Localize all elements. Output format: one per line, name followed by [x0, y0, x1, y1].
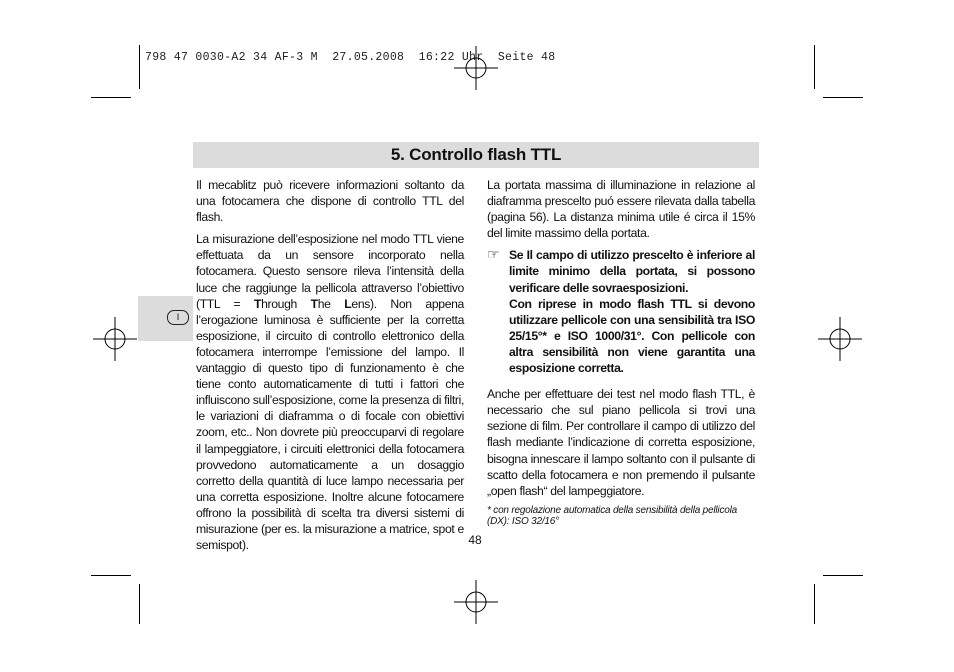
text-span: he [317, 296, 345, 311]
text-span: La misurazione dell’esposizione nel modo TTL viene effettuata da un sensore incorporato nella fotocamera. Questo sensore rileva l’intensità della luce che raggiunge la pellicola attraverso l’obiettivo (TTL = [196, 232, 464, 311]
paragraph: La portata massima di illuminazione in relazione al diaframma prescelto puó essere rilevata dalla tabella (pagina 56). La distanza minima utile é circa il 15% del limite massimo della portata. [487, 178, 755, 241]
registration-mark-icon [93, 317, 137, 361]
note-box [487, 247, 755, 376]
text-span: T [254, 296, 262, 311]
registration-mark-icon [454, 46, 498, 90]
section-title: 5. Controllo flash TTL [390, 145, 562, 164]
page-number: 48 [468, 533, 482, 547]
print-header: 798 47 0030-A2 34 AF-3 M 27.05.2008 16:22 Uhr Seite 48 [145, 51, 556, 64]
language-tab [138, 296, 193, 341]
crop-mark-icon [91, 575, 131, 576]
note-text: Con riprese in modo flash TTL si devono utilizzare pellicole con una sensibilità tra ISO 25/15°* e ISO 1000/31°. Con pellicole con altra sensibilità non viene garantita una esposizione corretta. [509, 296, 755, 376]
paragraph: Anche per effettuare dei test nel modo flash TTL, è necessario che sul piano pellicola si trovi una sezione di film. Per controllare il campo di utilizzo del flash mediante l’indicazione di corretta esposizione, bisogna innescare il lampo soltanto con il pulsante di scatto della fotocamera e non premendo il pulsante „open flash“ del lampeggiatore. [487, 387, 755, 498]
registration-mark-icon [454, 580, 498, 624]
crop-mark-icon [823, 575, 863, 576]
text-span: hrough [261, 296, 311, 311]
note-text: Se Il campo di utilizzo prescelto è inferiore al limite minimo della portata, si possono verificare delle sovraesposizioni. [509, 248, 755, 295]
crop-mark-icon [91, 97, 131, 98]
text-span: T [310, 296, 318, 311]
left-column [196, 177, 464, 559]
crop-mark-icon [814, 45, 815, 89]
paragraph: Il mecablitz può ricevere informazioni soltanto da una fotocamera che dispone di controllo TTL del flash. [196, 178, 464, 225]
pointing-hand-icon: ☞ [487, 246, 500, 263]
right-column [487, 177, 755, 527]
crop-mark-icon [823, 97, 863, 98]
footnote: * con regolazione automatica della sensibilità della pellicola (DX): ISO 32/16° [487, 504, 737, 527]
language-badge: I [167, 310, 189, 325]
registration-mark-icon [818, 317, 862, 361]
paragraph [196, 231, 464, 553]
section-title-bar [193, 142, 759, 168]
crop-mark-icon [139, 584, 140, 624]
crop-mark-icon [814, 584, 815, 624]
text-span: L [344, 296, 352, 311]
text-span: ens). Non appena l’erogazione luminosa è sufficiente per la corretta esposizione, il circuito di controllo elettronico della fotocamera interrompe l’emissione del lampo. Il vantaggio di questo tipo di funzionamento è che tiene conto automaticamente di tutti i fattori che influiscono sull’esposizione, come la presenza di filtri, le variazioni di diaframma o di focale con obiettivi zoom, etc.. Non dovrete più preoccuparvi di regolare il lampeggiatore, i circuiti elettronici della fotocamera provvedono automaticamente a un dosaggio corretto della quantità di luce lampo necessaria per una corretta esposizione. Inoltre alcune fotocamere offrono la possibilità di scelta tra diversi sistemi di misurazione (per es. la misurazione a matrice, spot e semispot). [196, 296, 464, 553]
crop-mark-icon [139, 45, 140, 89]
